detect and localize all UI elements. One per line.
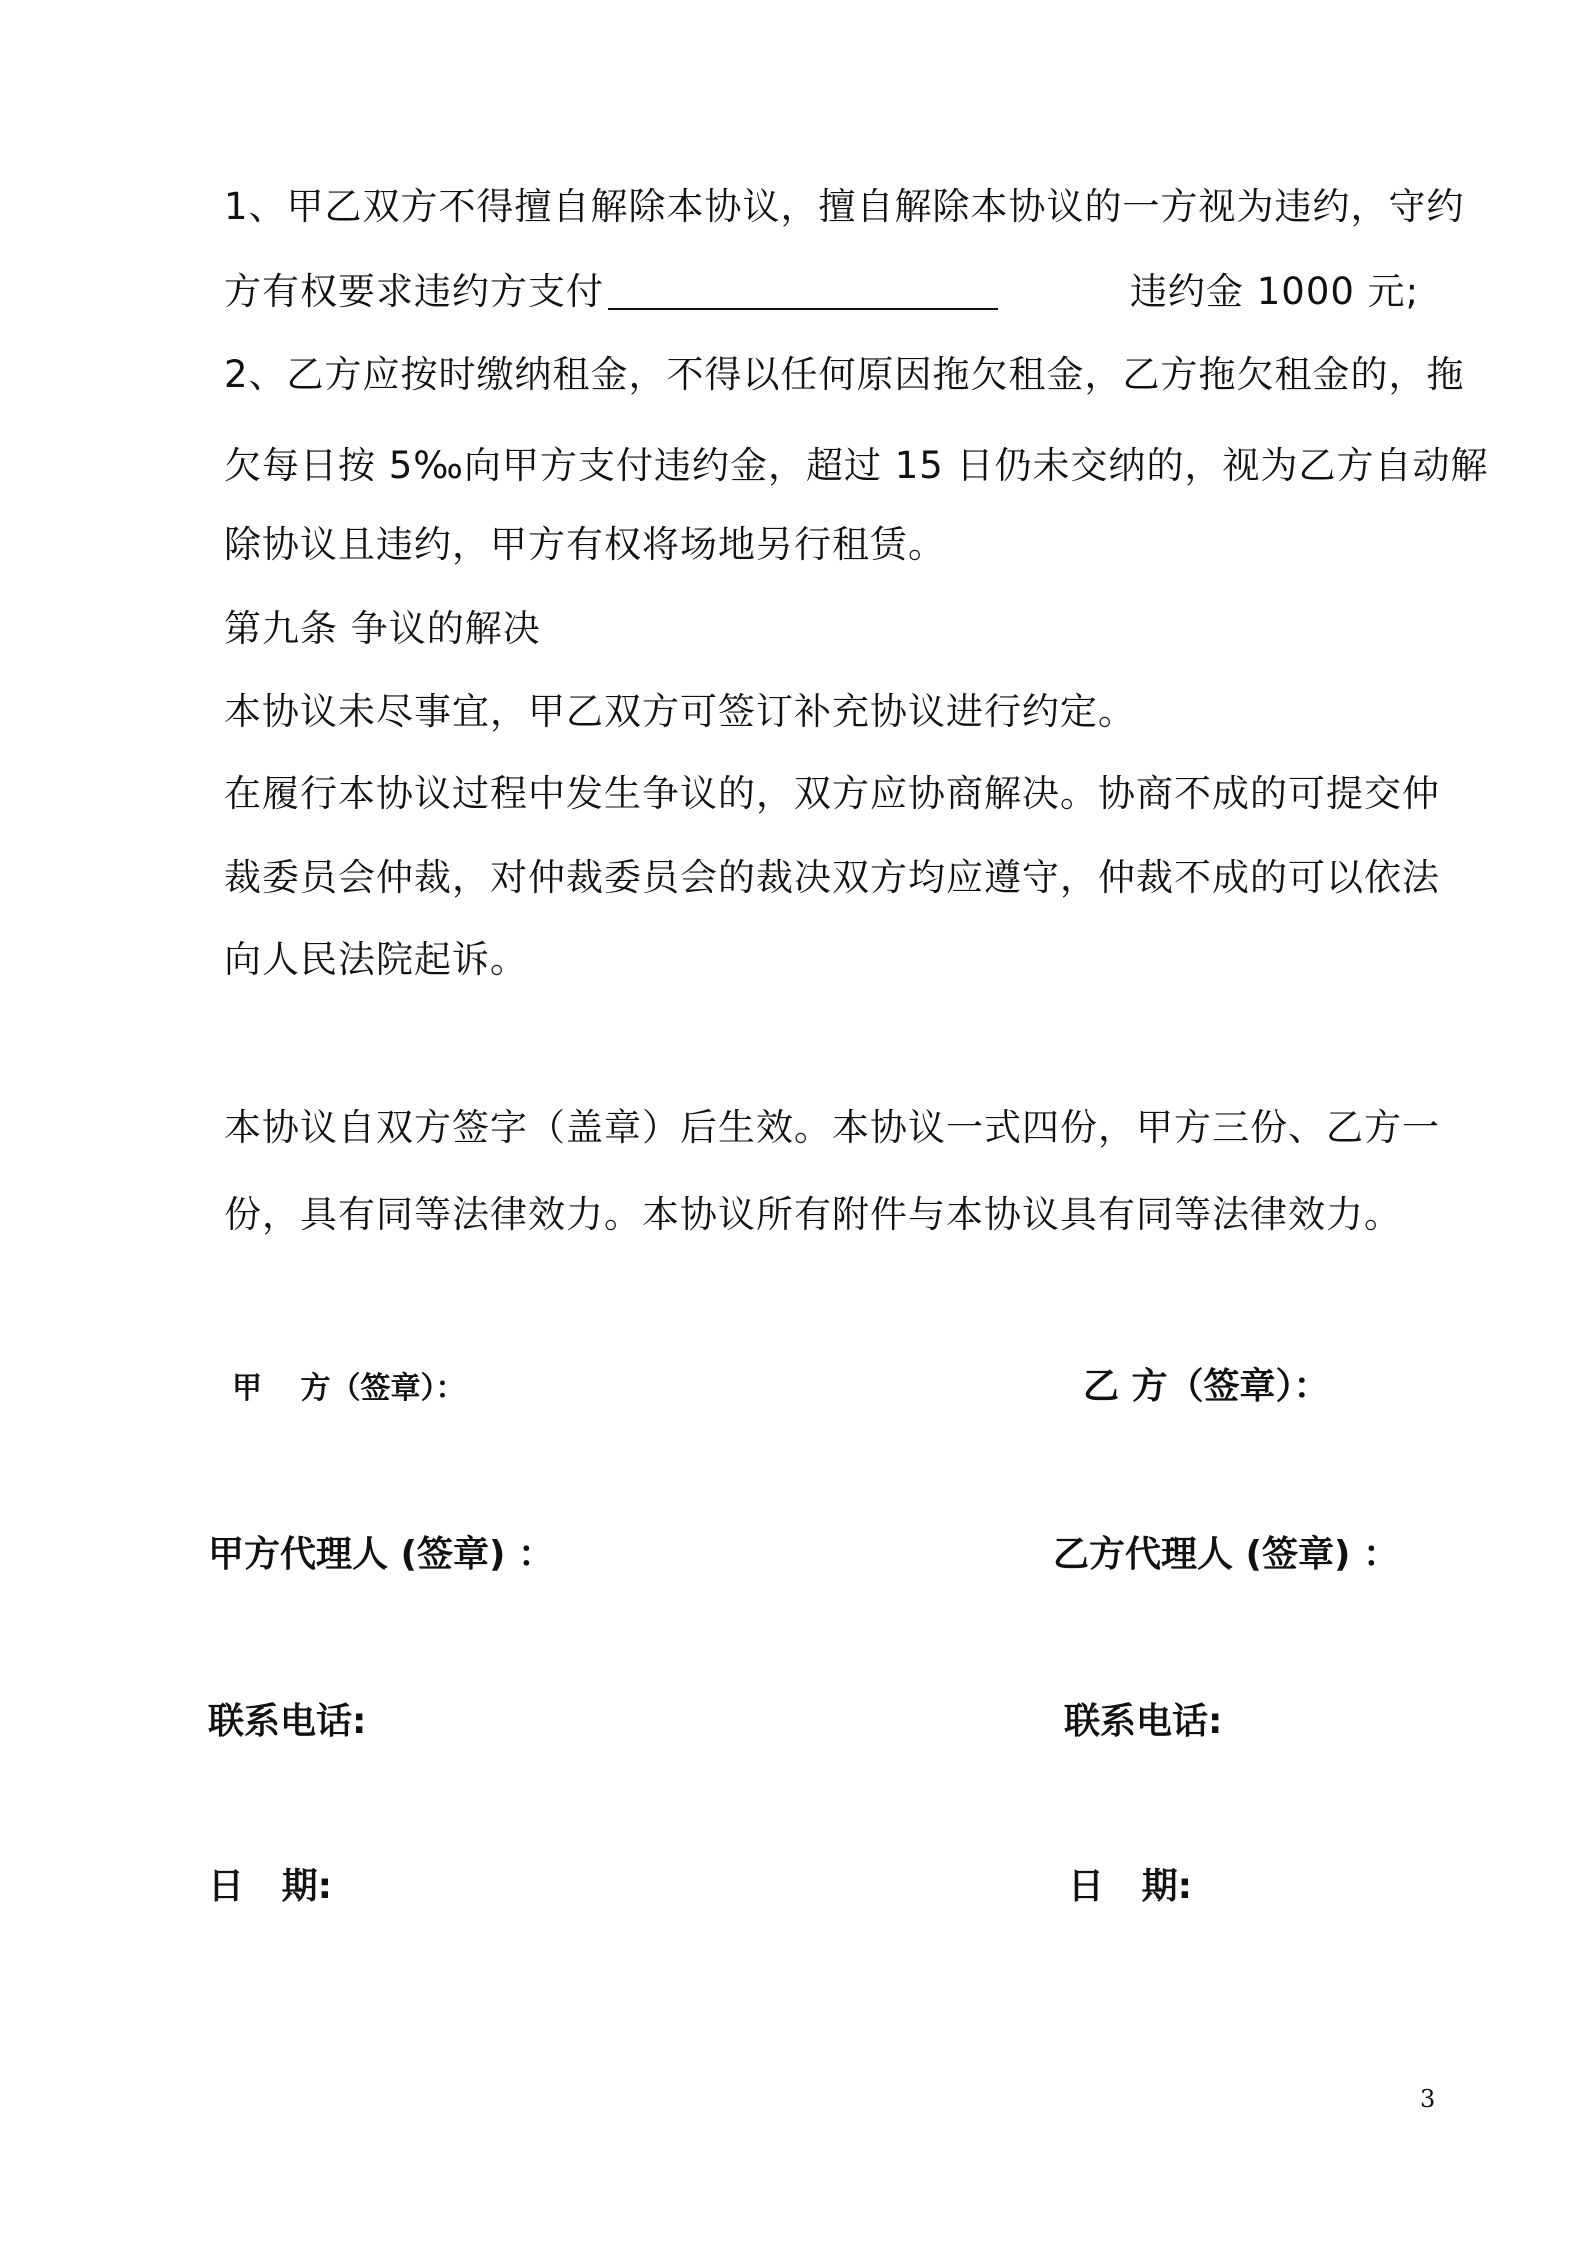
- clause-1-line-1: 1、甲乙双方不得擅自解除本协议，擅自解除本协议的一方视为违约，守约: [224, 185, 1465, 228]
- party-a-char: 甲: [232, 1371, 262, 1406]
- clause-1-penalty-amount: 违约金 1000 元;: [1130, 270, 1420, 313]
- effectiveness-line-2: 份，具有同等法律效力。本协议所有附件与本协议具有同等法律效力。: [224, 1193, 1402, 1236]
- article-9-line-1: 本协议未尽事宜，甲乙双方可签订补充协议进行约定。: [224, 690, 1136, 733]
- clause-1-line-2: [224, 267, 1419, 317]
- article-9-title: 第九条 争议的解决: [224, 607, 541, 650]
- party-a-seal-text: 方（签章）：: [300, 1371, 466, 1406]
- party-b-phone-label: 联系电话:: [1064, 1701, 1223, 1742]
- party-b-agent-label: 乙方代理人 (签章) ：: [1053, 1534, 1399, 1575]
- clause-2-line-2: 欠每日按 5‰向甲方支付违约金，超过 15 日仍未交纳的，视为乙方自动解: [224, 444, 1489, 487]
- article-9-line-2: 在履行本协议过程中发生争议的，双方应协商解决。协商不成的可提交仲: [224, 772, 1440, 815]
- party-b-date-label: 日 期:: [1068, 1866, 1192, 1907]
- clause-1-line-2-text: 方有权要求违约方支付: [224, 270, 604, 313]
- page-number: 3: [1420, 2085, 1436, 2113]
- clause-2-line-3: 除协议且违约，甲方有权将场地另行租赁。: [224, 523, 946, 566]
- party-a-date-label: 日 期:: [208, 1866, 332, 1907]
- article-9-line-3: 裁委员会仲裁，对仲裁委员会的裁决双方均应遵守，仲裁不成的可以依法: [224, 856, 1440, 899]
- clause-2-line-1: 2、乙方应按时缴纳租金，不得以任何原因拖欠租金，乙方拖欠租金的，拖: [224, 353, 1465, 396]
- effectiveness-line-1: 本协议自双方签字（盖章）后生效。本协议一式四份，甲方三份、乙方一: [224, 1106, 1440, 1149]
- penalty-blank-field: [608, 270, 998, 310]
- party-a-agent-label: 甲方代理人 (签章) ：: [208, 1534, 554, 1575]
- party-a-signature-label: [232, 1362, 466, 1414]
- party-a-phone-label: 联系电话:: [208, 1701, 367, 1742]
- party-b-signature-label: 乙 方（签章）：: [1083, 1366, 1330, 1407]
- article-9-line-4: 向人民法院起诉。: [224, 938, 528, 981]
